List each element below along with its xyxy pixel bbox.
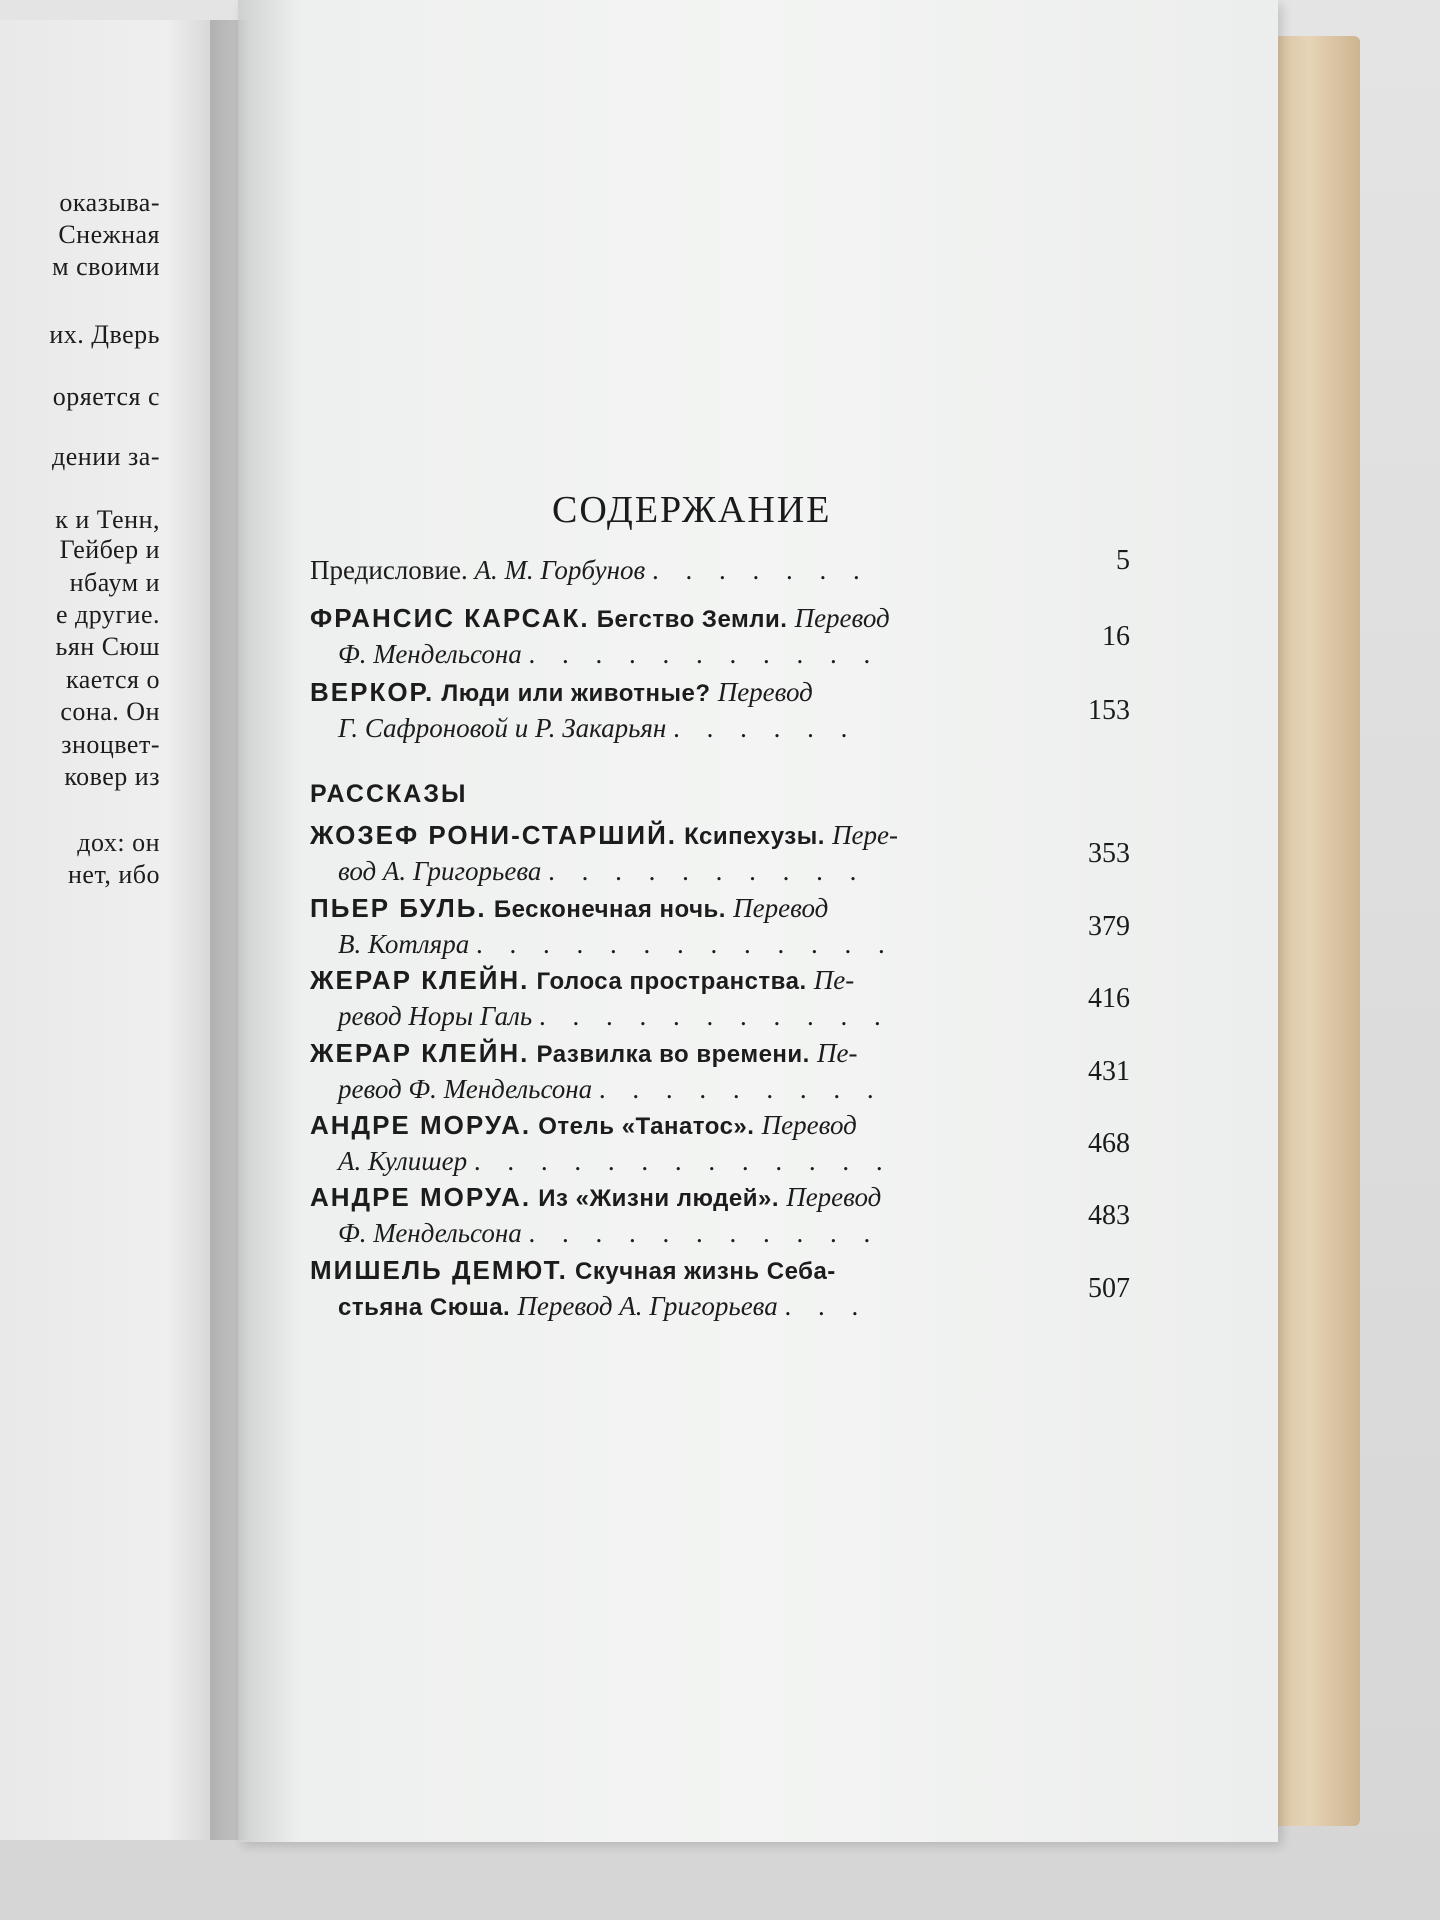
toc-page-number: 483 [1088,1200,1130,1231]
toc-translator: ревод Норы Галь [338,1001,533,1031]
toc-author: ЖЕРАР КЛЕЙН. [310,1038,530,1068]
toc-work-title: Развилка во времени. [529,1041,817,1068]
toc-page-number: 379 [1088,911,1130,942]
toc-entry-line [310,1182,1025,1213]
toc-translator: В. Котляра [338,929,470,959]
toc-page-number: 353 [1088,838,1130,869]
toc-author: ПЬЕР БУЛЬ. [310,893,487,923]
toc-page-number: 153 [1088,695,1130,726]
toc-leader-dots: . . . . . . . . . . [548,856,867,886]
left-page-line: Гейбер и [59,535,160,564]
toc-entry-line [310,1110,1025,1141]
toc-translator: Пере- [832,820,899,850]
toc-leader-dots: . . . . . . . . . . . . . [473,1146,893,1176]
toc-entry-line [338,1074,1025,1105]
toc-translator: ревод Ф. Мендельсона [338,1074,593,1104]
toc-work-title: Отель «Танатос». [531,1113,762,1140]
left-page-line: м своими [52,252,160,281]
toc-entry-line [310,1255,1025,1286]
left-page-line: оряется с [52,382,160,411]
toc-entry-line [338,929,1025,960]
left-page [0,20,238,1840]
toc-translator: Г. Сафроновой и Р. Закарьян [338,713,667,743]
toc-page-number: 416 [1088,983,1130,1014]
toc-translator: вод А. Григорьева [338,856,542,886]
toc-translator: Пе- [813,965,855,995]
toc-translator: Пе- [817,1038,858,1068]
left-page-line: е другие. [55,600,160,629]
toc-entry-line [310,965,1025,996]
left-page-line: оказыва- [59,188,160,217]
toc-translator: Перевод [733,893,829,923]
toc-translator: Перевод А. Григорьева [517,1291,778,1321]
toc-work-title: стьяна Сюша. [338,1294,518,1321]
toc-translator: А. Кулишер [338,1146,468,1176]
toc-work-title: Скучная жизнь Себа- [567,1258,836,1285]
toc-author: МИШЕЛЬ ДЕМЮТ. [310,1255,568,1285]
left-page-line: ьян Сюш [55,632,160,661]
toc-entry-line [310,820,1025,851]
toc-work-title: Бегство Земли. [589,606,795,633]
left-page-line: Снежная [58,220,160,249]
left-page-line: дох: он [77,828,160,857]
left-page-line: кается о [66,665,160,694]
left-page-line: сона. Он [60,697,160,726]
left-page-line: к и Тенн, [55,505,160,534]
toc-page-number: 468 [1088,1128,1130,1159]
toc-translator: Перевод [794,603,890,633]
toc-entry-line [310,893,1025,924]
toc-translator: А. М. Горбунов [474,555,646,585]
left-page-line: нет, ибо [67,860,160,889]
left-page-line: зноцвет- [61,730,160,759]
toc-page-number: 507 [1088,1273,1130,1304]
book-gutter [210,20,250,1840]
toc-entry-line [338,856,1025,887]
left-page-line: нбаум и [69,568,160,597]
toc-entry-line [338,713,1025,744]
toc-author: ФРАНСИС КАРСАК. [310,603,590,633]
toc-entry-line [310,677,1025,708]
toc-entry-line [338,1291,1025,1322]
toc-leader-dots: . . . . . . . . . . . [528,639,881,669]
toc-work-title: Бесконечная ночь. [486,896,734,923]
left-page-line: дении за- [52,442,160,471]
toc-page-number: 16 [1102,621,1130,652]
toc-author: ВЕРКОР. [310,677,435,707]
toc-leader-dots: . . . . . . . [651,555,870,585]
toc-author: АНДРЕ МОРУА. [310,1110,532,1140]
toc-entry-line [310,1038,1025,1069]
toc-page-number: 5 [1116,545,1130,576]
toc-leader-dots: . . . . . . . . . . . [528,1218,881,1248]
toc-entry-line [338,639,1025,670]
toc-entry-line [338,1001,1025,1032]
toc-work-title: Голоса пространства. [529,968,814,995]
toc-work-title: Ксипехузы. [677,823,833,850]
toc-translator: Перевод [761,1110,857,1140]
left-page-line: ковер из [64,762,160,791]
section-heading: РАССКАЗЫ [310,780,468,808]
toc-leader-dots: . . . [784,1291,869,1321]
toc-translator: Ф. Мендельсона [338,1218,522,1248]
toc-title: СОДЕРЖАНИЕ [552,489,832,531]
toc-leader-dots: . . . . . . . . . [598,1074,884,1104]
toc-entry-line [338,1218,1025,1249]
toc-author: ЖЕРАР КЛЕЙН. [310,965,530,995]
toc-work-title: Из «Жизни людей». [531,1185,787,1212]
toc-translator: Перевод [717,677,813,707]
toc-author: ЖОЗЕФ РОНИ-СТАРШИЙ. [310,820,677,850]
toc-work-title: Предисловие. [310,555,475,585]
toc-entry-line [310,555,1025,586]
left-page-line: их. Дверь [49,320,160,349]
toc-leader-dots: . . . . . . [673,713,858,743]
toc-translator: Ф. Мендельсона [338,639,522,669]
toc-page-number: 431 [1088,1056,1130,1087]
toc-translator: Перевод [786,1182,882,1212]
toc-author: АНДРЕ МОРУА. [310,1182,532,1212]
toc-leader-dots: . . . . . . . . . . . [538,1001,891,1031]
toc-entry-line [310,603,1025,634]
book-page-edges [1268,36,1360,1826]
toc-leader-dots: . . . . . . . . . . . . . [475,929,895,959]
toc-entry-line [338,1146,1025,1177]
toc-work-title: Люди или животные? [434,680,718,707]
